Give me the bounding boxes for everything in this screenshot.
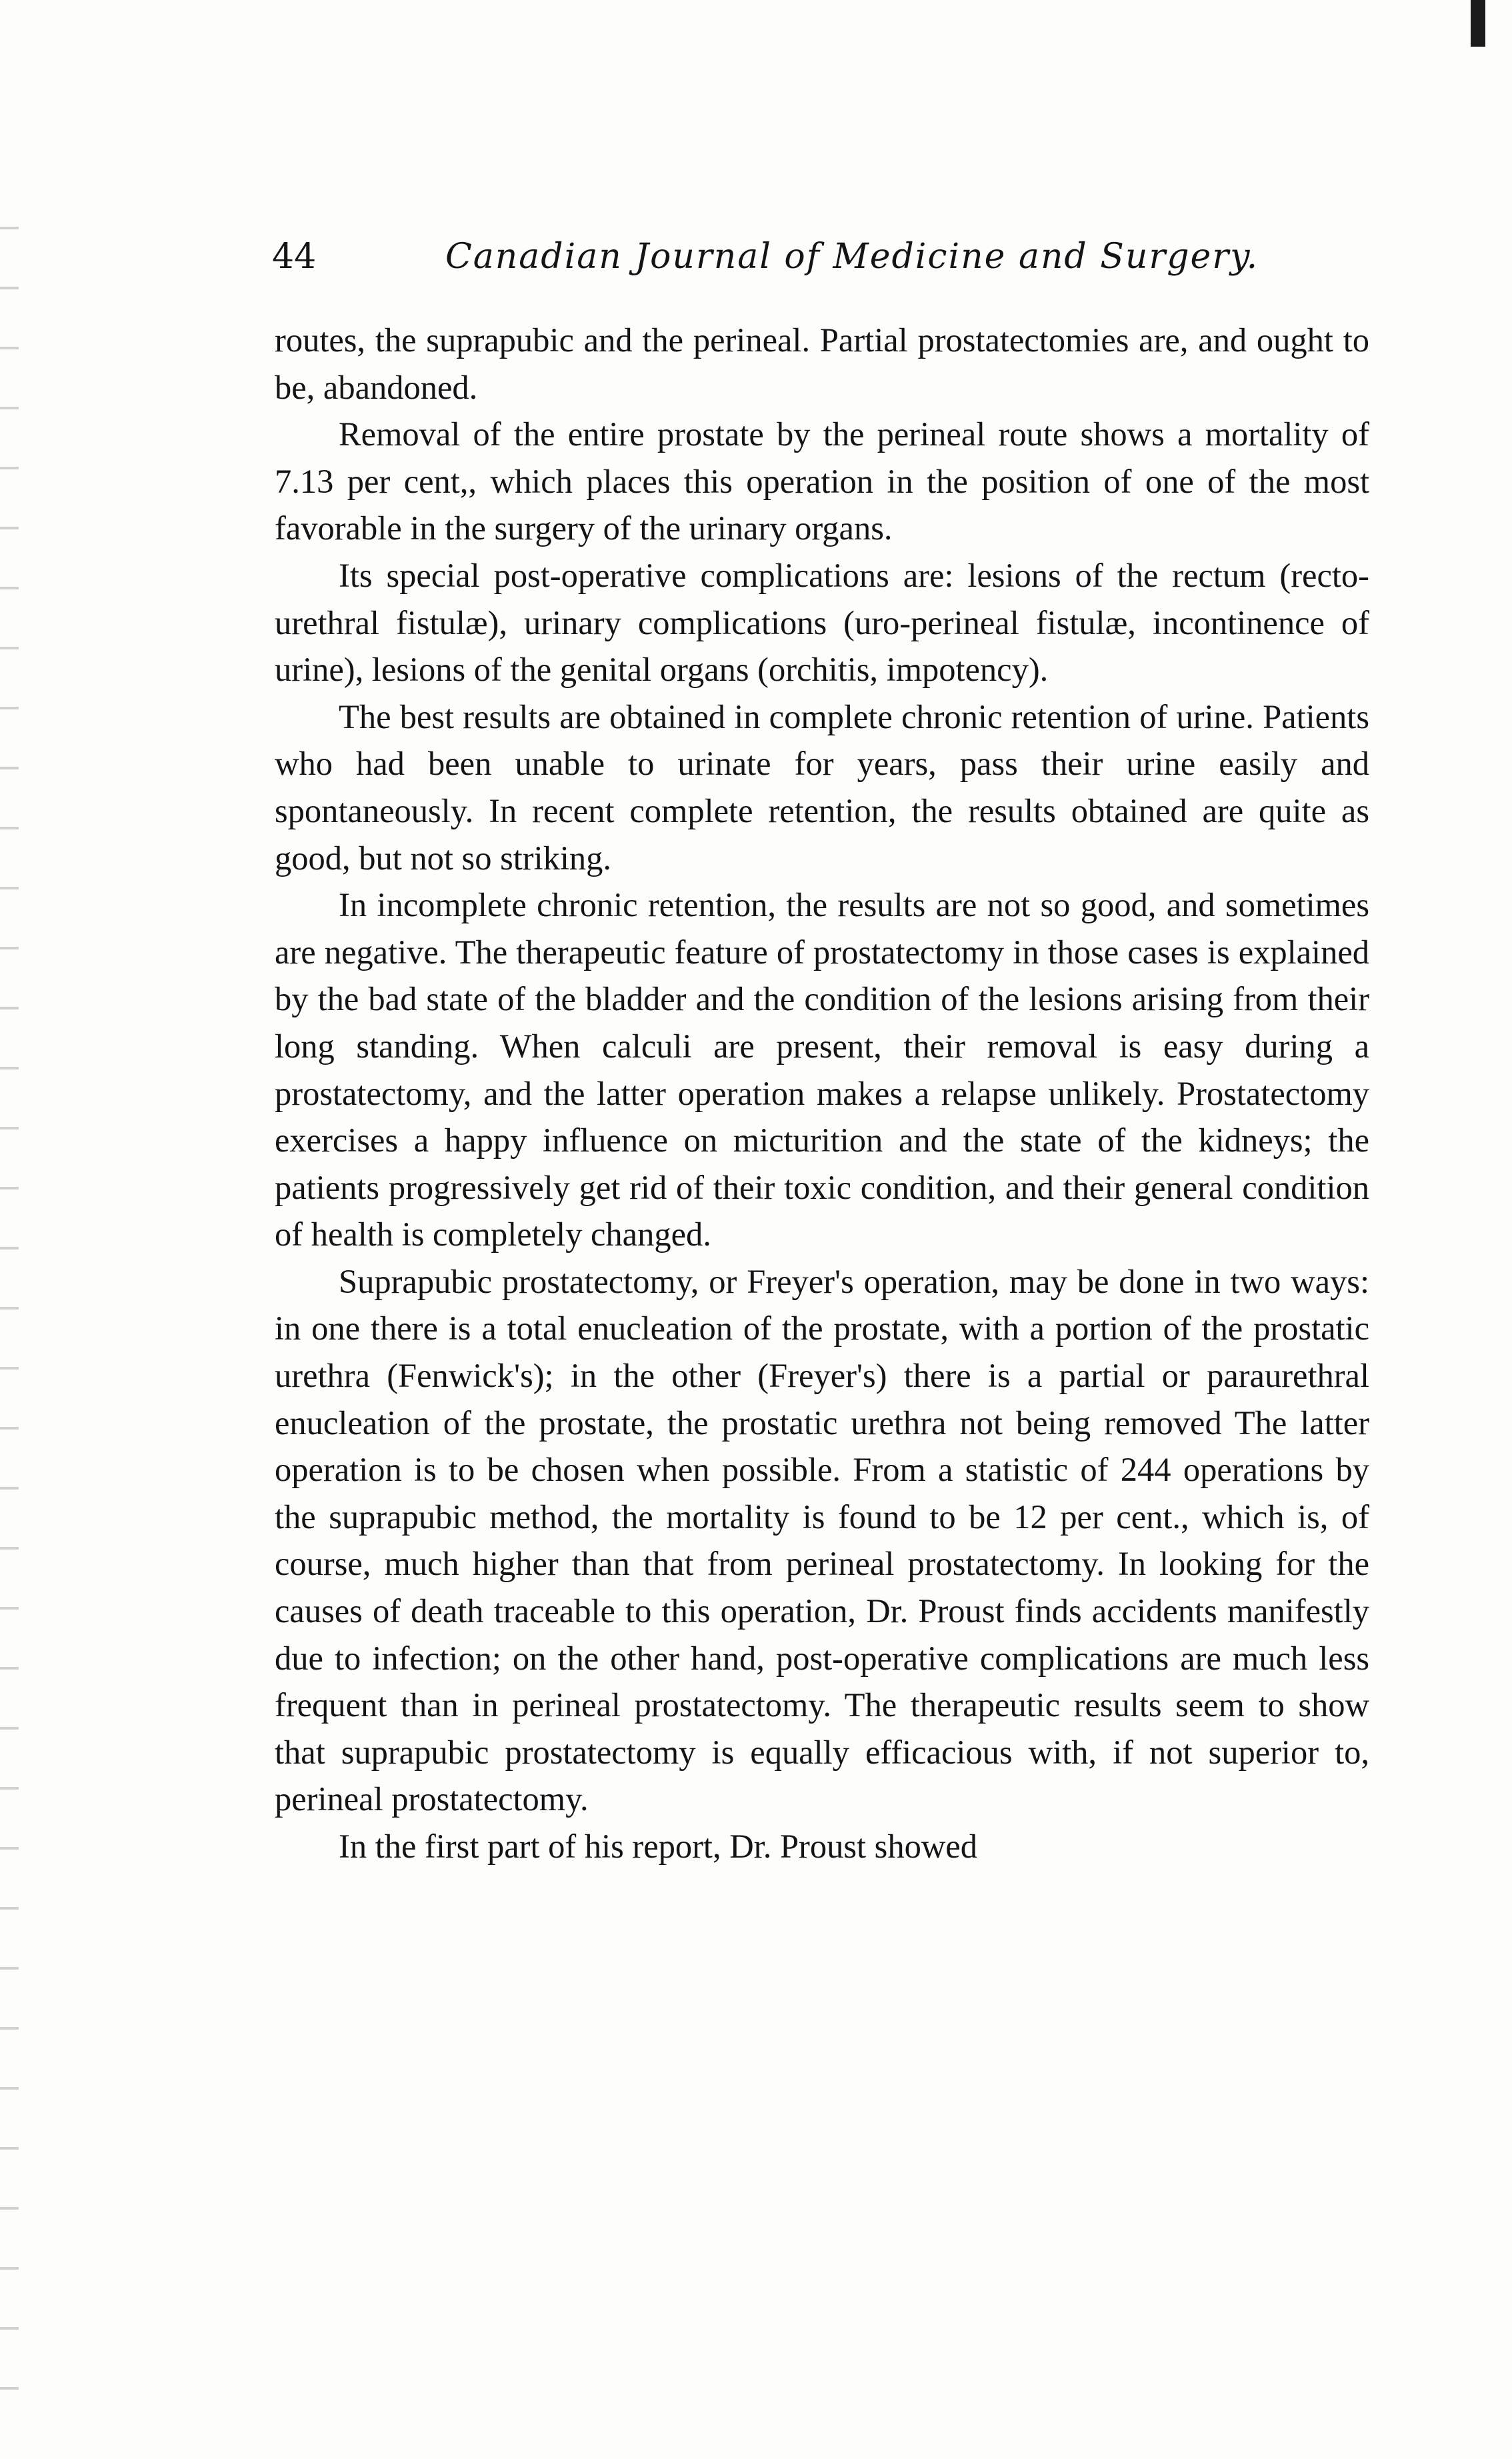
- page-header: [272, 227, 1379, 287]
- body-text: [275, 317, 1369, 1870]
- paragraph: The best results are obtained in complete chronic retention of urine. Patients who had been unable to urinate for years, pass their urine easily and spontaneously. In recent complete retention, the results obtained are quite as good, but not so striking.: [275, 697, 1369, 877]
- paragraph: Removal of the entire prostate by the perineal route shows a mortality of 7.13 per cent,, which places this operation in the position of one of the most favorable in the surgery of the urinary organs.: [275, 415, 1369, 547]
- scan-edge-artifact: [0, 200, 19, 2400]
- paragraph: routes, the suprapubic and the perineal. Partial prostatectomies are, and ought to be, abandoned.: [275, 321, 1369, 406]
- corner-mark: [1471, 0, 1485, 47]
- paragraph: In incomplete chronic retention, the results are not so good, and sometimes are negative. The therapeutic feature of prostatectomy in those cases is explained by the bad state of the bladder and the condition of the lesions arising from their long standing. When calculi are present, their removal is easy during a prostatectomy, and the latter operation makes a relapse unlikely. Prostatectomy exercises a happy influence on micturition and the state of the kidneys; the patients progressively get rid of their toxic condition, and their general condition of health is completely changed.: [275, 886, 1369, 1254]
- running-title: Canadian Journal of Medicine and Surgery.: [445, 237, 1259, 277]
- page-number: 44: [272, 237, 317, 277]
- paragraph: Suprapubic prostatectomy, or Freyer's operation, may be done in two ways: in one there is a total enucleation of the prostate, with a portion of the prostatic urethra (Fenwick's); in the other (Freyer's) there is a partial or paraurethral enucleation of the prostate, the prostatic urethra not being removed The latter operation is to be chosen when possible. From a statistic of 244 operations by the suprapubic method, the mortality is found to be 12 per cent., which is, of course, much higher than that from perineal prostatectomy. In looking for the causes of death traceable to this operation, Dr. Proust finds accidents manifestly due to infection; on the other hand, post-operative complications are much less frequent than in perineal prostatectomy. The therapeutic results seem to show that suprapubic prostatectomy is equally efficacious with, if not superior to, perineal prostatectomy.: [275, 1262, 1369, 1818]
- paragraph: Its special post-operative complications are: lesions of the rectum (recto-urethral fistulæ), urinary complications (uro-perineal fistulæ, incontinence of urine), lesions of the genital organs (orchitis, impotency).: [275, 556, 1369, 689]
- paragraph: In the first part of his report, Dr. Proust showed: [339, 1828, 977, 1865]
